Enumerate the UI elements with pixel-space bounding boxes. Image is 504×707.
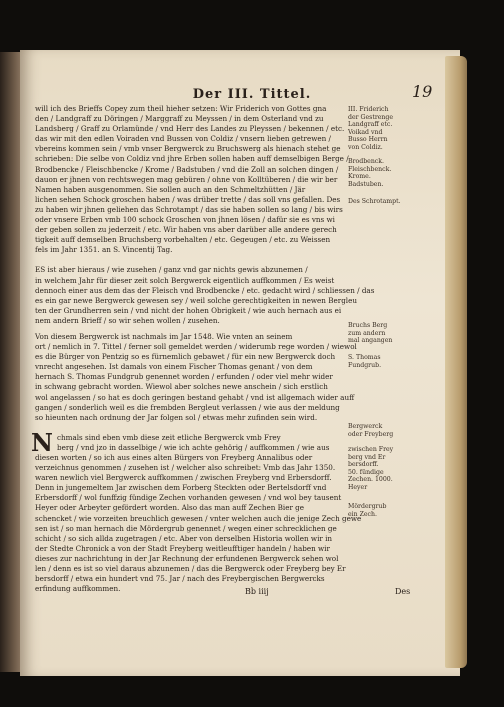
margin_notes.n4-line: zum andern	[348, 329, 386, 337]
paragraphs.p1-line: zu haben wir jhnen geliehen das Schrotampt / das sie haben sollen so lang / bis wirs	[35, 204, 343, 214]
margin_notes.n4-line: mal angangen	[348, 337, 393, 345]
catchword: Des	[395, 587, 411, 596]
paragraphs.p4_rest-line: Heyer oder Arbeyter gefördert worden. Also das man auff Zechen Bier ge	[35, 503, 305, 513]
drop-cap-n: N	[31, 427, 53, 457]
paragraphs.p3-line: ort / nemlich in 7. Tittel / ferner soll gemeldet werden / widerumb rege worden / wiewol	[35, 342, 357, 352]
paragraph-4-line: berg / vnd jzo in dasselbige / wie ich achte gehörig / auffkommen / wie aus	[57, 442, 330, 452]
margin-note-moerdergrub	[348, 503, 408, 518]
paragraph-1	[35, 104, 349, 255]
paragraphs.p4_rest-line: der Stedte Chronick a von der Stadt Freyberg weitleufftiger handeln / haben wir	[35, 543, 330, 553]
margin_notes.n7-line: zwischen Frey	[348, 446, 394, 453]
paragraphs.p4_rest-line: sen ist / so man hernach die Mördergrub genennet / wegen einer schrecklichen ge	[35, 523, 337, 533]
margin_notes.n6-line: Bergwerck	[348, 423, 383, 430]
margin_notes.n1-line: der Gestrenge	[348, 113, 394, 121]
paragraphs.p1-line: schrieben: Die selbe von Coldiz vnd jhre Erben sollen haben auff demselbigen Berge /	[35, 154, 349, 164]
paragraphs.p3-line: wol angelassen / so hat es doch geringen bestand gehabt / vnd ist allgemach wider auff	[35, 392, 355, 402]
paragraphs.p2-line: es ein gar newe Bergwerck gewesen sey / weil solche gerechtigkeiten in newen Bergleu	[35, 295, 357, 305]
margin_notes.n7-line: bersdorff.	[348, 461, 379, 469]
paragraph-4	[31, 427, 362, 595]
margin_notes.n8-line: ein Zech.	[348, 510, 377, 518]
margin_notes.n1-line: III. Friderich	[348, 106, 389, 113]
running-head: Der III. Tittel.	[192, 87, 312, 102]
paragraphs.p4_rest-line: dieses zur nachrichtung in der Jar Rechnung der erfundenen Bergwerck sehen wol	[35, 553, 339, 563]
margin_notes.n1-line: von Coldiz.	[348, 143, 383, 151]
margin_notes.n7-line: Zechen. 1000.	[348, 476, 393, 484]
paragraphs.p2-line: ten der Grundherren sein / vnd nicht der hohen Obrigkeit / wie auch hernach aus ei	[35, 305, 342, 315]
paragraphs.p4_rest-line: schicht / so sich allda zugetragen / etc. Aber von derselben Historia wollen wir in	[35, 533, 333, 543]
margin_notes.n7-line: 50. fündige	[348, 468, 384, 476]
paragraphs.p4_rest-line: len / denn es ist so viel daraus abzunemen / das die Bergwerck oder Freyberg bey Er	[35, 564, 346, 574]
margin_notes.n5-line: Fundgrub.	[348, 361, 382, 369]
paragraphs.p4_rest-line: schencket / wie vorzeiten breuchlich gewesen / vnter welchen auch die jenige Zech gewe	[35, 513, 362, 523]
paragraphs.p3-line: Von diesem Bergwerck ist nachmals im Jar 1548. Wie vnten an seinem	[35, 331, 293, 341]
paragraphs.p1-line: fels im Jahr 1351. an S. Vincentij Tag.	[35, 245, 173, 255]
paragraphs.p4_rest-line: Denn in jungemeltem Jar zwischen dem Forberg Steckten oder Bertelsdorff vnd	[35, 483, 327, 493]
paragraph-2	[35, 265, 375, 326]
paragraphs.p3-line: vnrecht angesehen. Ist damals von einem Fischer Thomas genant / von dem	[35, 362, 313, 372]
paragraphs.p3-line: gangen / sonderlich weil es die frembden Bergleut verlassen / wie aus der meldung	[35, 402, 340, 412]
margin_notes.n2-line: Badstuben.	[348, 180, 384, 188]
margin-note-friderich	[348, 106, 408, 152]
margin-note-erbersdorff	[348, 446, 408, 492]
paragraphs.p1-line: Landsberg / Graff zu Orlamünde / vnd Herr des Landes zu Pleyssen / bekennen / etc.	[35, 124, 345, 134]
margin_notes.n1-line: Busso Herrn	[348, 136, 388, 144]
paragraphs.p3-line: so hieunten nach ordnung der Jar folgen sol / etwas mehr zufinden sein wird.	[35, 412, 318, 422]
paragraphs.p4_rest-line: Erbersdorff / wol funffzig fündige Zechen vorhanden gewesen / vnd wol bey tausent	[35, 493, 342, 503]
margin-note-schrotampt	[348, 198, 408, 206]
margin-note-benches	[348, 158, 408, 188]
paragraphs.p1-line: den / Landgraff zu Döringen / Marggraff zu Meyssen / in dem Osterland vnd zu	[35, 114, 324, 124]
paragraphs.p1-line: Namen haben ausgenommen. Sie sollen auch an den Schmeltzhütten / Jär	[35, 184, 306, 194]
margin_notes.n7-line: Heyer	[348, 483, 368, 491]
paragraphs.p4_rest-line: waren newlich viel Bergwerck auffkommen / zwischen Freyberg vnd Erbersdorff.	[35, 473, 332, 483]
paragraph-3	[35, 331, 357, 423]
paragraphs.p1-line: Brodbencke / Fleischbencke / Krome / Badstuben / vnd die Zoll an solchen dingen /	[35, 164, 339, 174]
paragraphs.p1-line: der geben sollen zu jederzeit / etc. Wir haben vns aber darüber alle andere gerech	[35, 225, 337, 235]
margin_notes.n2-line: Brodbenck.	[348, 158, 384, 165]
margin_notes.n2-line: Krome.	[348, 173, 371, 181]
paragraphs.p3-line: hernach S. Thomas Fundgrub genennet worden / erfunden / oder viel mehr wider	[35, 372, 333, 382]
paragraphs.p1-line: dauon er jhnen von rechtswegen mag gebüren / ohne von Kolltüberen / die wir ber	[35, 174, 338, 184]
margin_notes.n7-line: berg vnd Er	[348, 453, 386, 461]
paragraphs.p1-line: lichen sehen Schock groschen haben / was drüber trette / das soll vns gefallen. Des	[35, 194, 341, 204]
paragraphs.p4_rest-line: erfindung auffkommen.	[35, 584, 121, 594]
margin-note-bruchsberg	[348, 322, 408, 345]
paragraphs.p4_rest-line: diesen worten / so ich aus eines alten Bürgers von Freyberg Annalibus oder	[35, 453, 313, 462]
paragraphs.p4_rest-line: verzeichnus genommen / zusehen ist / welcher also schreibet: Vmb das Jahr 1350.	[35, 463, 336, 473]
signature-mark: Bb iiij	[245, 587, 269, 596]
margin-note-freyberg	[348, 423, 408, 438]
book-spine	[445, 56, 467, 668]
paragraphs.p2-line: in welchem Jahr für dieser zeit solch Bergwerck eigentlich auffkommen / Es weist	[35, 275, 335, 285]
margin_notes.n2-line: Fleischbenck.	[348, 165, 392, 173]
paragraphs.p2-line: nem andern Brieff / so wir sehen wollen / zusehen.	[35, 315, 220, 325]
margin_notes.n1-line: Voikad vnd	[348, 128, 383, 136]
paragraphs.p1-line: tigkeit auff demselben Bruchsberg vorbehalten / etc. Gegeugen / etc. zu Weissen	[35, 235, 331, 245]
paragraphs.p1-line: das wir mit den edlen Voiraden vnd Bussen von Coldiz / vnsern lieben getrewen /	[35, 134, 331, 144]
paragraphs.p3-line: es die Bürger von Pentzig so es fürnemlich gebawet / für ein new Bergwerck doch	[35, 352, 336, 362]
margin-note-thomas	[348, 354, 408, 369]
margin_notes.n8-line: Mördergrub	[348, 503, 387, 510]
margin_notes.n4-line: Bruchs Berg	[348, 322, 388, 329]
paragraphs.p2-line: dennoch einer aus dem das der Fleisch vnd Brodbencke / etc. gedacht wird / schliessen / das	[35, 285, 375, 295]
paragraphs.p1-line: vbereins kommen sein / vmb vnser Bergwerck zu Bruchswerg als hienach stehet ge	[35, 144, 341, 154]
paragraphs.p1-line: oder vnsere Erben vmb 100 schock Groschen von jhnen lösen / dafür sie es vns wi	[35, 215, 335, 225]
paragraphs.p3-line: in schwang gebracht worden. Wiewol aber solches newe anschein / sich erstlich	[35, 382, 328, 392]
paragraphs.p2-line: ES ist aber hieraus / wie zusehen / ganz vnd gar nichts gewis abzunemen /	[35, 265, 308, 275]
margin_notes.n1-line: Landgraff etc.	[348, 121, 393, 129]
page-number: 19	[412, 82, 433, 101]
paragraph-4-line: chmals sind eben vmb diese zeit etliche Bergwerck vmb Frey	[57, 432, 281, 442]
margin_notes.n3-line: Des Schrotampt.	[348, 198, 401, 205]
paragraphs.p1-line: will ich des Brieffs Copey zum theil hieher setzen: Wir Friderich von Gottes gna	[35, 104, 327, 113]
margin_notes.n6-line: oder Freyberg	[348, 430, 394, 438]
paragraphs.p4_rest-line: bersdorff / etwa ein hundert vnd 75. Jar / nach des Freybergischen Bergwercks	[35, 574, 325, 584]
margin_notes.n5-line: S. Thomas	[348, 354, 381, 361]
